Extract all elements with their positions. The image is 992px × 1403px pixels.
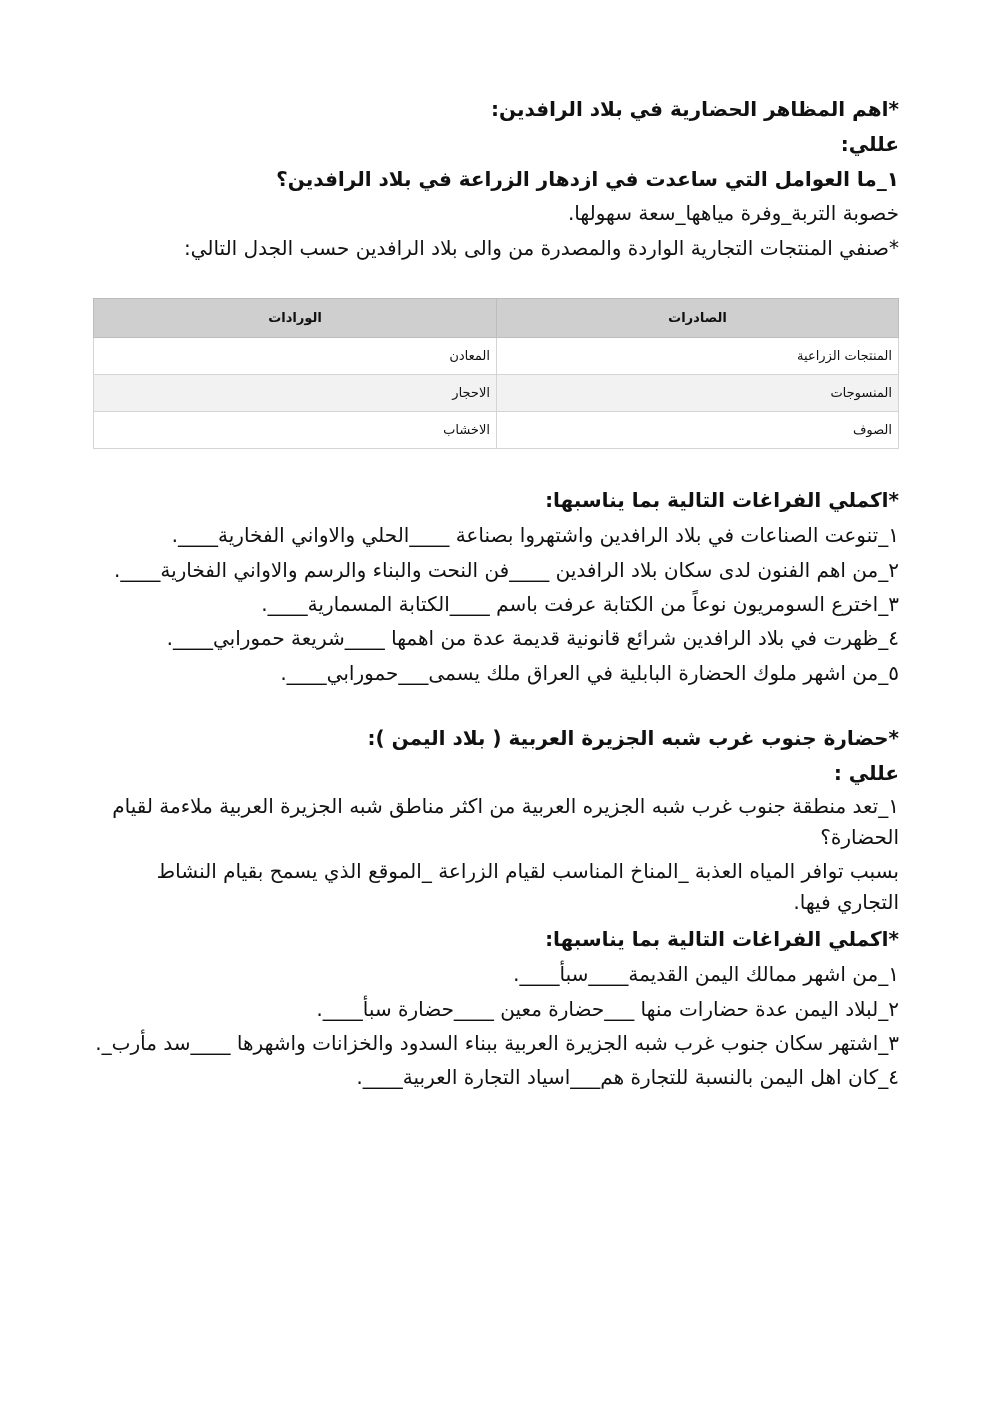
section1-answer: خصوبة التربة_وفرة مياهها_سعة سهولها.: [567, 201, 899, 225]
section3-question: ١_تعد منطقة جنوب غرب شبه الجزيره العربية من اكثر مناطق شبه الجزيرة العربية ملاءمة لقيام الحضارة؟: [112, 794, 899, 849]
section2-heading: *اكملي الفراغات التالية بما يناسبها:: [545, 488, 899, 512]
section1-question: ١_ما العوامل التي ساعدت في ازدهار الزراعة في بلاد الرافدين؟: [276, 167, 899, 191]
imports-cell: المعادن: [94, 338, 497, 375]
imports-header: الورادات: [94, 299, 497, 338]
section3-explain-label: عللي :: [833, 761, 899, 785]
section1-explain-label: عللي:: [840, 132, 899, 156]
section4-item: ٢_لبلاد اليمن عدة حضارات منها ___حضارة معين ____حضارة سبأ____.: [316, 997, 899, 1021]
section2-item: ٥_من اشهر ملوك الحضارة البابلية في العراق ملك يسمى___حمورابي____.: [280, 661, 899, 685]
section1-classify-instruction: *صنفي المنتجات التجارية الواردة والمصدرة من والى بلاد الرافدين حسب الجدل التالي:: [183, 236, 899, 260]
section3-answer: بسبب توافر المياه العذبة _المناخ المناسب لقيام الزراعة _الموقع الذي يسمح بقيام النشاط التجاري فيها.: [156, 859, 899, 914]
imports-cell: الاخشاب: [94, 412, 497, 449]
section2-item: ٢_من اهم الفنون لدى سكان بلاد الرافدين ____فن النحت والبناء والرسم والاواني الفخارية____.: [114, 558, 899, 582]
section3-heading: *حضارة جنوب غرب شبه الجزيرة العربية ( بلاد اليمن ):: [367, 726, 899, 750]
table-row: [94, 375, 899, 412]
table-header-row: [94, 299, 899, 338]
section2-item: ١_تنوعت الصناعات في بلاد الرافدين واشتهروا بصناعة ____الحلي والاواني الفخارية____.: [171, 523, 899, 547]
section4-item: ٤_كان اهل اليمن بالنسبة للتجارة هم___اسياد التجارة العربية____.: [356, 1065, 899, 1089]
section2-item: ٣_اخترع السومريون نوعاً من الكتابة عرفت باسم ____الكتابة المسمارية____.: [261, 592, 899, 616]
section2-item: ٤_ظهرت في بلاد الرافدين شرائع قانونية قديمة عدة من اهمها ____شريعة حمورابي____.: [166, 626, 899, 650]
table-row: [94, 412, 899, 449]
exports-cell: المنتجات الزراعية: [497, 338, 899, 375]
section4-item: ١_من اشهر ممالك اليمن القديمة____سبأ____.: [513, 962, 899, 986]
table-row: [94, 338, 899, 375]
imports-cell: الاحجار: [94, 375, 497, 412]
section4-heading: *اكملي الفراغات التالية بما يناسبها:: [545, 927, 899, 951]
exports-header: الصادرات: [497, 299, 899, 338]
exports-cell: الصوف: [497, 412, 899, 449]
trade-table: [93, 298, 899, 449]
exports-cell: المنسوجات: [497, 375, 899, 412]
section4-item: ٣_اشتهر سكان جنوب غرب شبه الجزيرة العربية ببناء السدود والخزانات واشهرها ____سد مأرب_.: [95, 1031, 899, 1055]
section1-heading: *اهم المظاهر الحضارية في بلاد الرافدين:: [490, 97, 899, 121]
